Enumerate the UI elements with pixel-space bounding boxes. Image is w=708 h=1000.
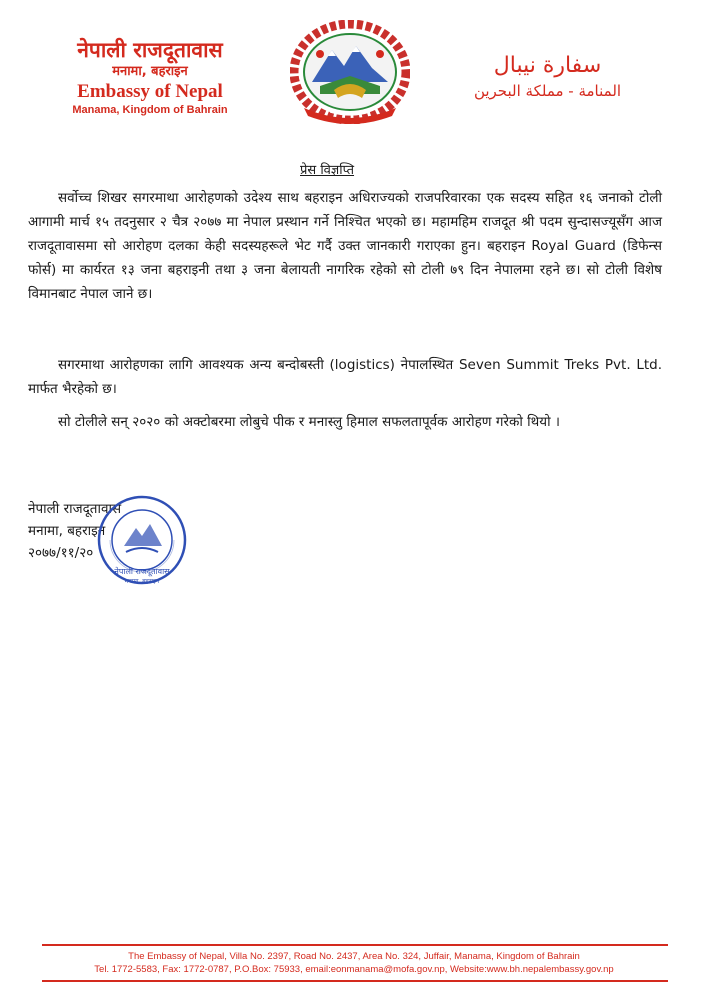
embassy-city-english: Manama, Kingdom of Bahrain bbox=[72, 104, 228, 116]
footer-rule-top bbox=[42, 944, 668, 946]
footer-rule-bottom bbox=[42, 980, 668, 982]
letterhead-arabic bbox=[440, 52, 655, 102]
seal-city: मनामा, बहराइन bbox=[124, 578, 160, 585]
signature-date: २०७७/११/२० bbox=[28, 545, 94, 561]
paragraph-3: सो टोलीले सन् २०२० को अक्टोबरमा लोबुचे पीक र मनास्लु हिमाल सफलतापूर्वक आरोहण गरेको थियो । bbox=[58, 414, 560, 430]
seal-text: नेपाली राजदूतावास bbox=[114, 567, 170, 576]
footer-address: The Embassy of Nepal, Villa No. 2397, Road No. 2437, Area No. 324, Juffair, Manama, Kingdom of Bahrain bbox=[128, 951, 580, 962]
footer bbox=[0, 950, 708, 976]
embassy-city-nepali: मनामा, बहराइन bbox=[112, 64, 188, 79]
paragraph-1: सर्वोच्च शिखर सगरमाथा आरोहणको उदेश्य साथ बहराइन अधिराज्यको राजपरिवारका एक सदस्य सहित १६ जनाको टोली आगामी मार्च १५ तदनुसार २ चैत्र २०७७ मा नेपाल प्रस्थान गर्ने निश्चित भएको छ। महामहिम राजदूत श्री पदम सुन्दासज्यूसँग आज राजदूतावासमा सो आरोहण दलका केही सदस्यहरूले भेट गर्दै उक्त जानकारी गराएका हुन। बहराइन Royal Guard (डिफेन्स फोर्स) मा कार्यरत १३ जना बहराइनी तथा ३ जना बेलायती नागरिक रहेको सो टोली ७९ दिन नेपालमा रहने छ। सो टोली विशेष विमानबाट नेपाल जाने छ। bbox=[28, 190, 662, 302]
embassy-seal-icon bbox=[96, 494, 188, 586]
letterhead-nepali-english bbox=[58, 38, 242, 118]
signature-line-1: नेपाली राजदूतावास bbox=[28, 501, 122, 517]
footer-contact: Tel. 1772-5583, Fax: 1772-0787, P.O.Box: 75933, email:eonmanama@mofa.gov.np, Website:www.bh.nepalembassy.gov.np bbox=[94, 964, 614, 975]
embassy-name-arabic: سفارة نيبال bbox=[493, 53, 602, 78]
embassy-name-nepali: नेपाली राजदूतावास bbox=[77, 38, 223, 62]
document-title: प्रेस विज्ञप्ति bbox=[300, 163, 355, 178]
embassy-city-arabic: المنامة - مملكة البحرين bbox=[473, 82, 622, 100]
embassy-name-english: Embassy of Nepal bbox=[77, 81, 223, 102]
signature-line-2: मनामा, बहराइन bbox=[28, 523, 106, 539]
paragraph-2: सगरमाथा आरोहणका लागि आवश्यक अन्य बन्दोबस्ती (logistics) नेपालस्थित Seven Summit Treks Pvt. Ltd. मार्फत भैरहेको छ। bbox=[28, 357, 662, 397]
nepal-coat-of-arms-icon bbox=[290, 20, 410, 124]
